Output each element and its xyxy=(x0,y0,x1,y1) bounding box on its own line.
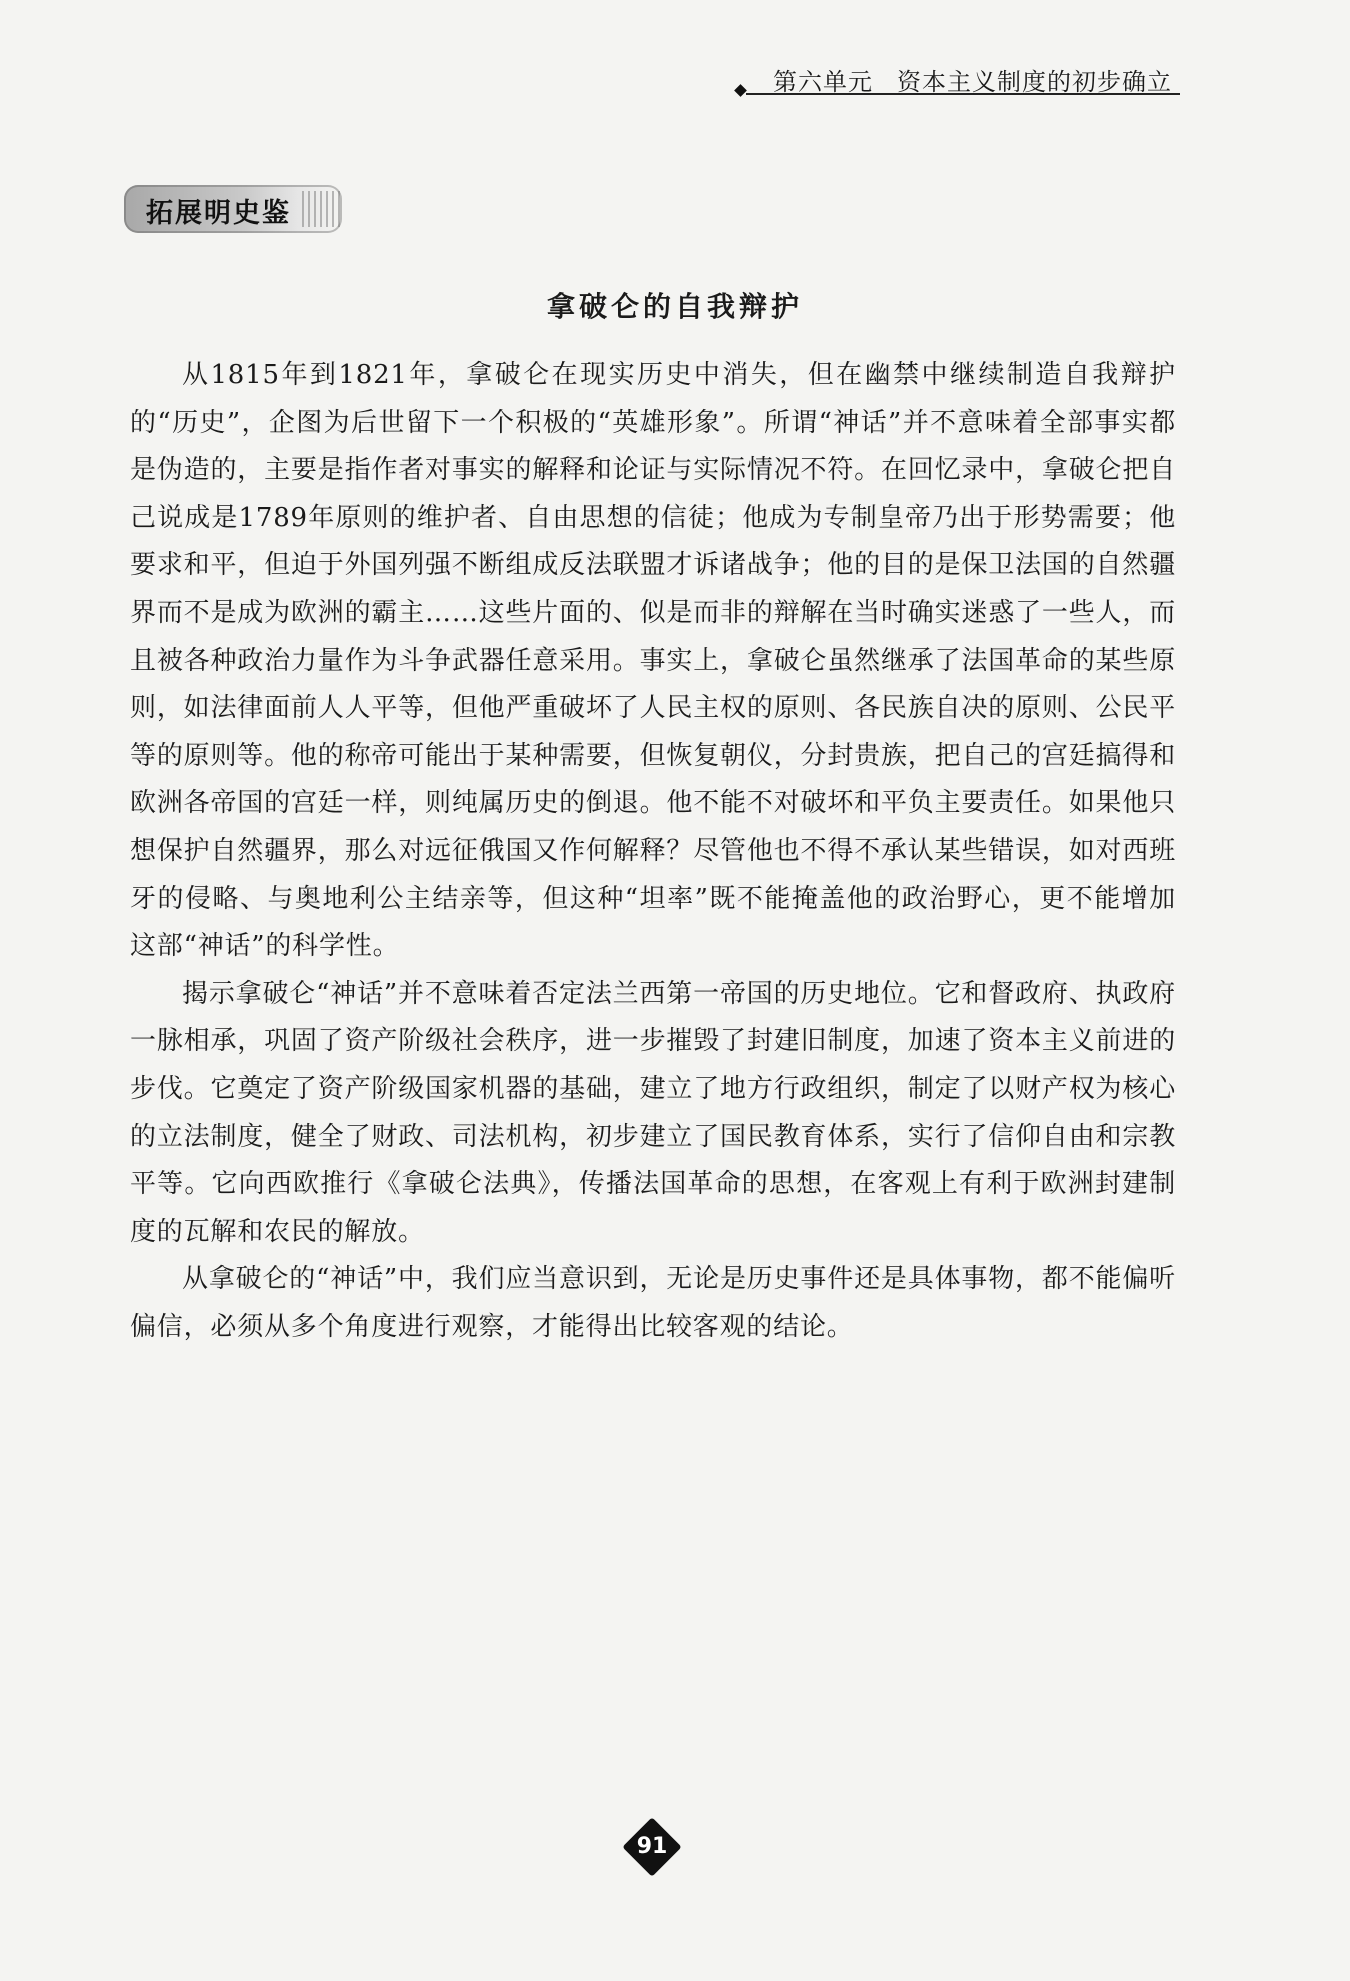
section-badge xyxy=(124,185,342,233)
paragraph: 从1815年到1821年，拿破仑在现实历史中消失，但在幽禁中继续制造自我辩护的“历史”，企图为后世留下一个积极的“英雄形象”。所谓“神话”并不意味着全部事实都是伪造的，主要是指作者对事实的解释和论证与实际情况不符。在回忆录中，拿破仑把自己说成是1789年原则的维护者、自由思想的信徒；他成为专制皇帝乃出于形势需要；他要求和平，但迫于外国列强不断组成反法联盟才诉诸战争；他的目的是保卫法国的自然疆界而不是成为欧洲的霸主……这些片面的、似是而非的辩解在当时确实迷惑了一些人，而且被各种政治力量作为斗争武器任意采用。事实上，拿破仑虽然继承了法国革命的某些原则，如法律面前人人平等，但他严重破坏了人民主权的原则、各民族自决的原则、公民平等的原则等。他的称帝可能出于某种需要，但恢复朝仪，分封贵族，把自己的宫廷搞得和欧洲各帝国的宫廷一样，则纯属历史的倒退。他不能不对破坏和平负主要责任。如果他只想保护自然疆界，那么对远征俄国又作何解释？尽管他也不得不承认某些错误，如对西班牙的侵略、与奥地利公主结亲等，但这种“坦率”既不能掩盖他的政治野心，更不能增加这部“神话”的科学性。 xyxy=(130,360,1176,962)
unit-number: 第六单元 xyxy=(773,68,873,96)
paragraph: 揭示拿破仑“神话”并不意味着否定法兰西第一帝国的历史地位。它和督政府、执政府一脉相承，巩固了资产阶级社会秩序，进一步摧毁了封建旧制度，加速了资本主义前进的步伐。它奠定了资产阶级国家机器的基础，建立了地方行政组织，制定了以财产权为核心的立法制度，健全了财政、司法机构，初步建立了国民教育体系，实行了信仰自由和宗教平等。它向西欧推行《拿破仑法典》，传播法国革命的思想，在客观上有利于欧洲封建制度的瓦解和农民的解放。 xyxy=(130,978,1176,1247)
section-badge-label: 拓展明史鉴 xyxy=(146,198,291,229)
header-text xyxy=(773,62,1172,97)
badge-stripes xyxy=(302,191,342,227)
page-number xyxy=(623,1818,681,1876)
article-body xyxy=(130,352,1176,1351)
diamond-bullet-icon xyxy=(734,84,747,97)
unit-title: 资本主义制度的初步确立 xyxy=(897,68,1172,96)
page-number-text: 91 xyxy=(636,1834,668,1859)
running-header xyxy=(730,62,1180,100)
paragraph: 从拿破仑的“神话”中，我们应当意识到，无论是历史事件还是具体事物，都不能偏听偏信，必须从多个角度进行观察，才能得出比较客观的结论。 xyxy=(130,1264,1176,1342)
article-title: 拿破仑的自我辩护 xyxy=(546,290,803,323)
